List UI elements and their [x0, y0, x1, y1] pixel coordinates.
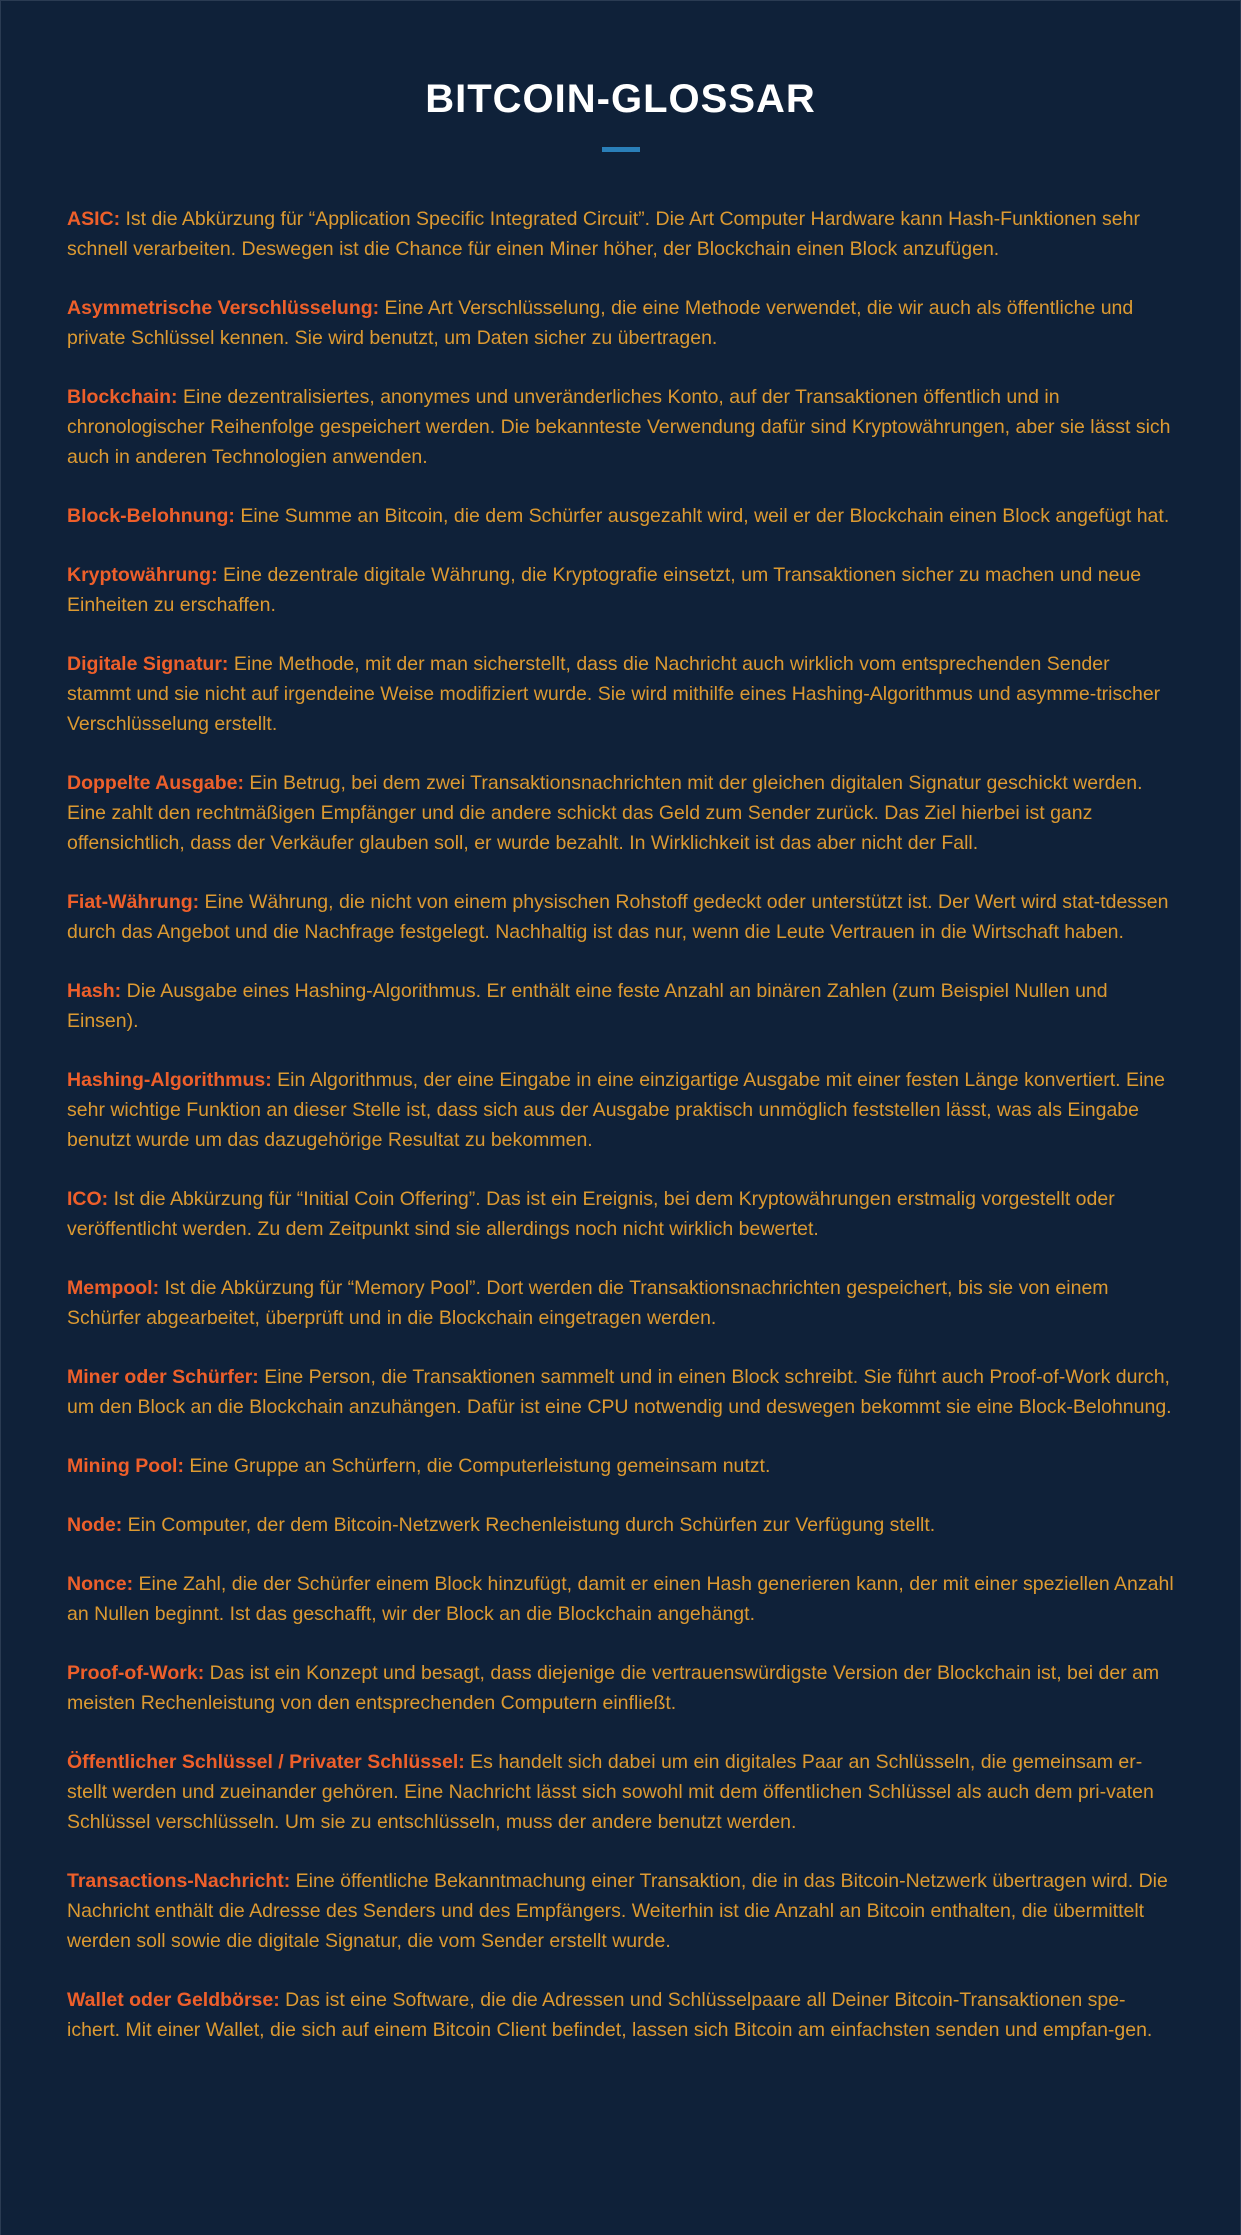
glossary-term: ASIC: — [67, 208, 121, 230]
glossary-entry — [67, 887, 1174, 947]
glossary-entry — [67, 382, 1174, 472]
glossary-definition: Ein Algorithmus, der eine Eingabe in eine einzigartige Ausgabe mit einer festen Länge konvertiert. Eine sehr wichtige Funktion an dieser Stelle ist, dass sich aus der Ausgabe praktisch unmöglich feststellen lässt, was als Eingabe benutzt wurde um das dazugehörige Resultat zu bekommen. — [67, 1069, 1165, 1151]
glossary-entry — [67, 1510, 1174, 1540]
glossary-definition: Das ist eine Software, die die Adressen und Schlüsselpaare all Deiner Bitcoin-Transaktionen spe-ichert. Mit einer Wallet, die sich auf einem Bitcoin Client befindet, lassen sich Bitcoin am einfachsten senden und empfan-gen. — [67, 1989, 1153, 2041]
glossary-entry — [67, 1747, 1174, 1837]
glossary-definition: Ist die Abkürzung für “Memory Pool”. Dort werden die Transaktionsnachrichten gespeichert, bis sie von einem Schürfer abgearbeitet, überprüft und in die Blockchain eingetragen werden. — [67, 1277, 1109, 1329]
glossary-term: Mining Pool: — [67, 1455, 184, 1477]
glossary-term: Nonce: — [67, 1573, 134, 1595]
glossary-term: Digitale Signatur: — [67, 653, 229, 675]
glossary-definition: Eine Gruppe an Schürfern, die Computerleistung gemeinsam nutzt. — [183, 1455, 771, 1477]
glossary-definition: Eine Währung, die nicht von einem physischen Rohstoff gedeckt oder unterstützt ist. Der Wert wird stat-tdessen durch das Angebot und die Nachfrage festgelegt. Nachhaltig ist das nur, wenn die Leute Vertrauen in die Wirtschaft haben. — [67, 891, 1169, 943]
glossary-entry — [67, 1184, 1174, 1244]
glossary-definition: Ist die Abkürzung für “Application Specific Integrated Circuit”. Die Art Computer Hardware kann Hash-Funktionen sehr schnell verarbeiten. Deswegen ist die Chance für einen Miner höher, der Blockchain einen Block anzufügen. — [67, 208, 1140, 260]
glossary-definition: Eine dezentralisiertes, anonymes und unveränderliches Konto, auf der Transaktionen öffentlich und in chronologischer Reihenfolge gespeichert werden. Die bekannteste Verwendung dafür sind Kryptowährungen, aber sie lässt sich auch in anderen Technologien anwenden. — [67, 386, 1171, 468]
glossary-term: Hash: — [67, 980, 122, 1002]
glossary-definition: Eine Summe an Bitcoin, die dem Schürfer ausgezahlt wird, weil er der Blockchain einen Block angefügt hat. — [234, 505, 1170, 527]
glossary-entry — [67, 1658, 1174, 1718]
glossary-entry — [67, 501, 1174, 531]
glossary-entry — [67, 1985, 1174, 2045]
glossary-term: Proof-of-Work: — [67, 1662, 205, 1684]
glossary-entry — [67, 649, 1174, 739]
glossary-term: Doppelte Ausgabe: — [67, 772, 244, 794]
glossary-term: Transactions-Nachricht: — [67, 1870, 291, 1892]
glossary-entry — [67, 1451, 1174, 1481]
glossary-term: Asymmetrische Verschlüsselung: — [67, 297, 380, 319]
glossary-definition: Ein Betrug, bei dem zwei Transaktionsnachrichten mit der gleichen digitalen Signatur geschickt werden. Eine zahlt den rechtmäßigen Empfänger und die andere schickt das Geld zum Sender zurück. Das Ziel hierbei ist ganz offensichtlich, dass der Verkäufer glauben soll, er wurde bezahlt. In Wirklichkeit ist das aber nicht der Fall. — [67, 772, 1143, 854]
glossary-definition: Die Ausgabe eines Hashing-Algorithmus. Er enthält eine feste Anzahl an binären Zahlen (zum Beispiel Nullen und Einsen). — [67, 980, 1108, 1032]
glossary-term: Miner oder Schürfer: — [67, 1366, 259, 1388]
glossary-definition: Es handelt sich dabei um ein digitales Paar an Schlüsseln, die gemeinsam er-stellt werden und zueinander gehören. Eine Nachricht lässt sich sowohl mit dem öffentlichen Schlüssel als auch dem pri-vaten Schlüssel verschlüsseln. Um sie zu entschlüsseln, muss der andere benutzt werden. — [67, 1751, 1154, 1833]
glossary-definition: Eine öffentliche Bekanntmachung einer Transaktion, die in das Bitcoin-Netzwerk übertragen wird. Die Nachricht enthält die Adresse des Senders und des Empfängers. Weiterhin ist die Anzahl an Bitcoin enthalten, die übermittelt werden soll sowie die digitale Signatur, die vom Sender erstellt wurde. — [67, 1870, 1168, 1952]
glossary-entry — [67, 1273, 1174, 1333]
glossary-definition: Ist die Abkürzung für “Initial Coin Offering”. Das ist ein Ereignis, bei dem Kryptowährungen erstmalig vorgestellt oder veröffentlicht werden. Zu dem Zeitpunkt sind sie allerdings noch nicht wirklich bewertet. — [67, 1188, 1115, 1240]
glossary-term: ICO: — [67, 1188, 109, 1210]
glossary-definition: Ein Computer, der dem Bitcoin-Netzwerk Rechenleistung durch Schürfen zur Verfügung stellt. — [122, 1514, 936, 1536]
glossary-entry — [67, 560, 1174, 620]
glossary-definition: Das ist ein Konzept und besagt, dass diejenige die vertrauenswürdigste Version der Blockchain ist, bei der am meisten Rechenleistung von den entsprechenden Computern einfließt. — [67, 1662, 1160, 1714]
glossary-definition: Eine Zahl, die der Schürfer einem Block hinzufügt, damit er einen Hash generieren kann, der mit einer speziellen Anzahl an Nullen beginnt. Ist das geschafft, wir der Block an die Blockchain angehängt. — [67, 1573, 1174, 1625]
glossary-term: Mempool: — [67, 1277, 160, 1299]
glossary-term: Block-Belohnung: — [67, 505, 235, 527]
glossary-entry — [67, 1569, 1174, 1629]
glossary-definition: Eine dezentrale digitale Währung, die Kryptografie einsetzt, um Transaktionen sicher zu machen und neue Einheiten zu erschaffen. — [67, 564, 1142, 616]
glossary-term: Fiat-Währung: — [67, 891, 200, 913]
glossary-list — [1, 152, 1240, 2045]
glossary-entry — [67, 1362, 1174, 1422]
glossary-definition: Eine Methode, mit der man sicherstellt, dass die Nachricht auch wirklich vom entsprechenden Sender stammt und sie nicht auf irgendeine Weise modifiziert wurde. Sie wird mithilfe eines Hashing-Algorithmus und asymme-trischer Verschlüsselung erstellt. — [67, 653, 1161, 735]
glossary-definition: Eine Art Verschlüsselung, die eine Methode verwendet, die wir auch als öffentliche und private Schlüssel kennen. Sie wird benutzt, um Daten sicher zu übertragen. — [67, 297, 1134, 349]
glossary-entry — [67, 1065, 1174, 1155]
glossary-term: Wallet oder Geldbörse: — [67, 1989, 280, 2011]
glossary-entry — [67, 768, 1174, 858]
glossary-term: Node: — [67, 1514, 123, 1536]
glossary-entry — [67, 976, 1174, 1036]
glossary-term: Blockchain: — [67, 386, 178, 408]
glossary-entry — [67, 1866, 1174, 1956]
glossary-entry — [67, 293, 1174, 353]
glossary-definition: Eine Person, die Transaktionen sammelt und in einen Block schreibt. Sie führt auch Proof-of-Work durch, um den Block an die Blockchain anzuhängen. Dafür ist eine CPU notwendig und deswegen bekommt sie eine Block-Belohnung. — [67, 1366, 1172, 1418]
glossary-term: Kryptowährung: — [67, 564, 218, 586]
page-title: BITCOIN-GLOSSAR — [425, 77, 816, 121]
glossary-term: Öffentlicher Schlüssel / Privater Schlüssel: — [67, 1751, 465, 1773]
glossary-entry — [67, 204, 1174, 264]
glossary-term: Hashing-Algorithmus: — [67, 1069, 272, 1091]
